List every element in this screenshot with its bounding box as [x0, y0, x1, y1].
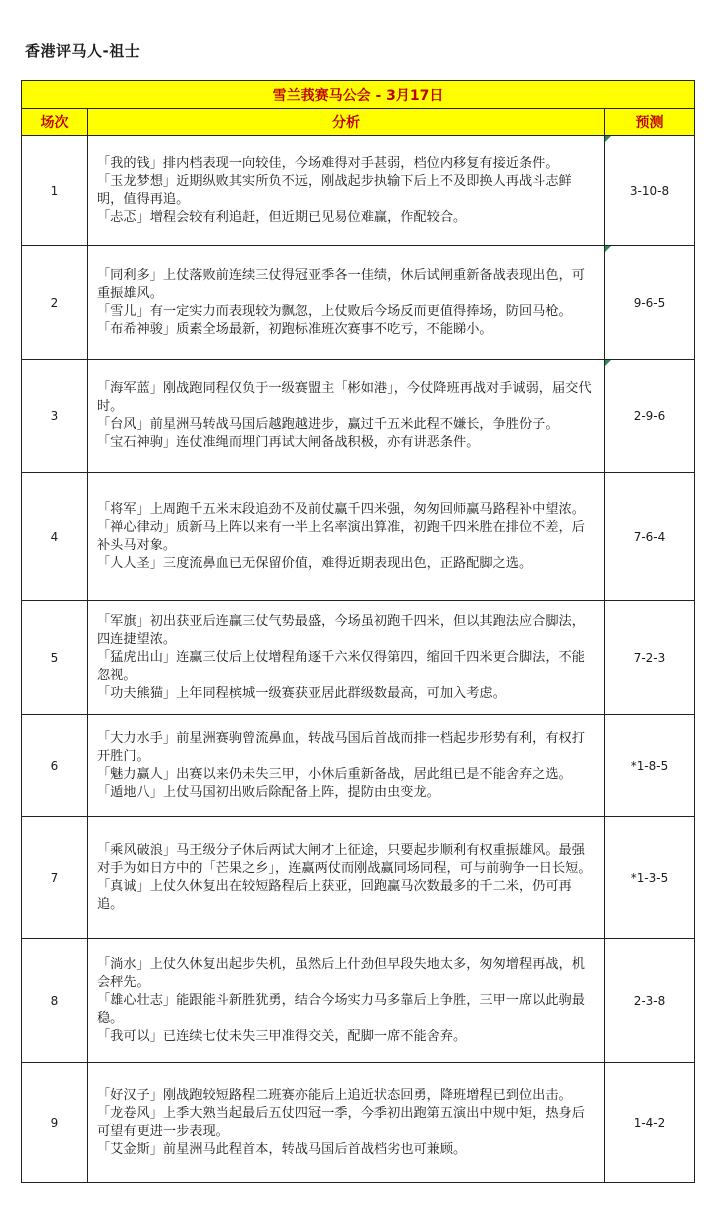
- analysis-cell: [88, 715, 605, 817]
- table-row: [22, 473, 695, 601]
- analysis-line: 「布希神骏」质素全场最新，初跑标准班次赛事不吃亏，不能睇小。: [97, 321, 493, 337]
- prediction-cell: [605, 246, 695, 360]
- table-row: [22, 1063, 695, 1183]
- analysis-line: 「玉龙梦想」近期纵败其实所负不远，刚战起步执输下后上不及即换人再战斗志鲜明，值得再追。: [97, 173, 572, 207]
- table-row: [22, 817, 695, 939]
- analysis-cell: [88, 360, 605, 473]
- race-number: 5: [22, 601, 88, 715]
- prediction-cell: [605, 601, 695, 715]
- prediction-table: [21, 80, 695, 1183]
- race-number: 4: [22, 473, 88, 601]
- prediction-value: 2-3-8: [633, 993, 666, 1008]
- table-row: [22, 715, 695, 817]
- race-number: 8: [22, 939, 88, 1063]
- analysis-cell: [88, 601, 605, 715]
- prediction-cell: [605, 715, 695, 817]
- prediction-value: *1-8-5: [630, 758, 669, 773]
- analysis-line: 「艾金斯」前星洲马此程首本，转战马国后首战档劣也可兼顾。: [97, 1141, 467, 1157]
- prediction-cell: [605, 817, 695, 939]
- header-prediction: 预测: [605, 109, 695, 136]
- analysis-cell: [88, 1063, 605, 1183]
- prediction-cell: [605, 360, 695, 473]
- table-row: [22, 601, 695, 715]
- race-number: 7: [22, 817, 88, 939]
- page-title: 香港评马人-祖士: [25, 42, 141, 60]
- cell-comment-marker-icon: [605, 136, 611, 142]
- analysis-line: 「雄心壮志」能跟能斗新胜犹勇，结合今场实力马多靠后上争胜，三甲一席以此驹最稳。: [97, 992, 585, 1026]
- cell-comment-marker-icon: [605, 360, 611, 366]
- cell-comment-marker-icon: [605, 246, 611, 252]
- prediction-cell: [605, 136, 695, 246]
- header-race: 场次: [22, 109, 88, 136]
- table-row: [22, 939, 695, 1063]
- header-analysis: 分析: [88, 109, 605, 136]
- prediction-value: 2-9-6: [633, 409, 666, 423]
- analysis-line: 「雪儿」有一定实力而表现较为飘忽，上仗败后今场反而更值得捧场，防回马枪。: [97, 303, 572, 319]
- analysis-line: 「我的钱」排内档表现一向较佳，今场难得对手甚弱，档位内移复有接近条件。: [97, 155, 559, 171]
- analysis-line: 「魅力赢人」出赛以来仍未失三甲，小休后重新备战，居此组已是不能舍弃之选。 「遁地八」上仗马国初出败后除配备上阵，提防由虫变龙。: [97, 766, 572, 800]
- analysis-line: 「同利多」上仗落败前连续三仗得冠亚季各一佳绩，休后试闸重新备战表现出色，可重振雄风。: [97, 267, 585, 301]
- analysis-line: 「大力水手」前星洲赛驹曾流鼻血，转战马国后首战而排一档起步形势有利，有权打开胜门。: [97, 730, 585, 764]
- analysis-line: 「海军蓝」刚战跑同程仅负于一级赛盟主「彬如港」，今仗降班再战对手诚弱，届交代时。: [97, 381, 592, 414]
- race-number: 1: [22, 136, 88, 246]
- race-number: 6: [22, 715, 88, 817]
- analysis-line: 「淌水」上仗久休复出起步失机，虽然后上什劲但早段失地太多，匆匆增程再战，机会秤先。: [97, 956, 585, 990]
- race-number: 3: [22, 360, 88, 473]
- table-row: [22, 360, 695, 473]
- analysis-line: 「禅心律动」质新马上阵以来有一半上名率演出算准，初跑千四米胜在排位不差，后补头马对象。: [97, 519, 585, 553]
- analysis-line: 「我可以」已连续七仗未失三甲准得交关，配脚一席不能舍弃。: [97, 1028, 467, 1044]
- prediction-value: 7-6-4: [633, 529, 666, 544]
- table-row: [22, 246, 695, 360]
- analysis-line: 「乘风破浪」马王级分子休后两试大闸才上征途，只要起步顺利有权重振雄风。最强对手为如日方中的「芒果之乡」，连赢两仗而刚战赢同场同程，可与前驹争一日长短。: [97, 842, 592, 876]
- analysis-line: 「功夫熊猫」上年同程槟城一级赛获亚居此群级数最高，可加入考虑。: [97, 685, 506, 701]
- prediction-value: 9-6-5: [633, 295, 666, 310]
- analysis-line: 「龙卷风」上季大熟当起最后五仗四冠一季，今季初出跑第五演出中规中矩，热身后可望有更进一步表现。: [97, 1105, 585, 1139]
- analysis-cell: [88, 246, 605, 360]
- analysis-line: 「人人圣」三度流鼻血已无保留价值，难得近期表现出色，正路配脚之选。: [97, 555, 533, 571]
- analysis-line: 「好汉子」刚战跑较短路程二班赛亦能后上追近状态回勇，降班增程已到位出击。: [97, 1087, 572, 1103]
- analysis-cell: [88, 939, 605, 1063]
- analysis-line: 「将军」上周跑千五米末段追劲不及前仗赢千四米强，匆匆回师赢马路程补中望浓。: [97, 501, 585, 517]
- race-number: 2: [22, 246, 88, 360]
- analysis-line: 「真诚」上仗久休复出在较短路程后上获亚，回跑赢马次数最多的千二米，仍可再追。: [97, 878, 572, 912]
- analysis-line: 「军旗」初出获亚后连赢三仗气势最盛，今场虽初跑千四米，但以其跑法应合脚法，四连捷望浓。: [97, 613, 585, 647]
- prediction-cell: [605, 473, 695, 601]
- table-title: 雪兰莪赛马公会 - 3月17日: [22, 81, 695, 109]
- analysis-line: 「猛虎出山」连赢三仗后上仗增程角逐千六米仅得第四，缩回千四米更合脚法，不能忽视。: [97, 649, 585, 683]
- table-row: [22, 136, 695, 246]
- analysis-line: 「忐忑」增程会较有利追赶，但近期已见易位难赢，作配较合。: [97, 209, 467, 225]
- analysis-cell: [88, 473, 605, 601]
- prediction-cell: [605, 1063, 695, 1183]
- analysis-cell: [88, 136, 605, 246]
- race-number: 9: [22, 1063, 88, 1183]
- prediction-value: *1-3-5: [630, 870, 669, 885]
- prediction-cell: [605, 939, 695, 1063]
- table-body: [22, 136, 695, 1183]
- prediction-value: 3-10-8: [629, 183, 670, 198]
- prediction-value: 1-4-2: [633, 1115, 666, 1130]
- analysis-cell: [88, 817, 605, 939]
- analysis-line: 「台风」前星洲马转战马国后越跑越进步，赢过千五米此程不嫌长，争胜份子。: [97, 417, 559, 432]
- analysis-line: 「宝石神驹」连仗准绳而埋门再试大闸备战积极，亦有讲恶条件。: [97, 435, 480, 450]
- prediction-value: 7-2-3: [633, 650, 666, 665]
- header-row: [22, 109, 695, 136]
